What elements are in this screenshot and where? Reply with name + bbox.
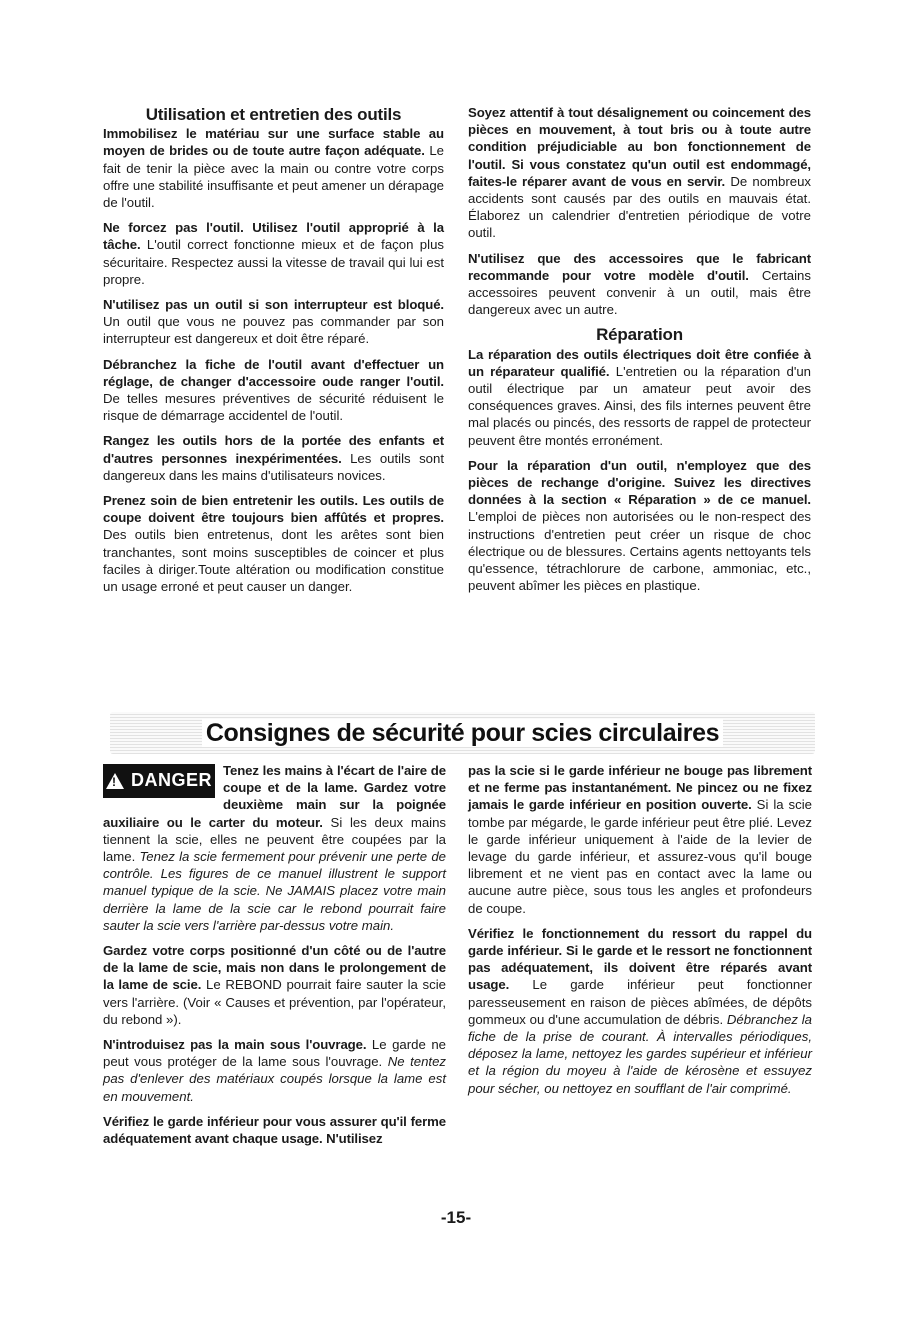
warning-triangle-icon bbox=[106, 773, 124, 789]
bold-text: pas la scie si le garde inférieur ne bouge pas librement et ne ferme pas instantanément. Ne pincez ou ne fixez jamais le garde inférieur en position ouverte. bbox=[468, 763, 812, 813]
bold-text: Vérifiez le garde inférieur pour vous assurer qu'il ferme adéquatement avant chaque usage. N'utilisez bbox=[103, 1113, 446, 1147]
danger-label bbox=[103, 764, 215, 798]
body-text: L'entretien ou la réparation d'un outil électrique par un amateur peut avoir des conséquences graves. Ainsi, des fils internes peuvent être mal placés ou pincés, des ressorts de rappel de protecteur peuvent être montés erronément. bbox=[468, 363, 812, 448]
paragraph bbox=[103, 1036, 446, 1105]
bold-text: La réparation des outils électriques doit être confiée à un réparateur qualifié. bbox=[468, 346, 811, 379]
body-text: Le fait de tenir la pièce avec la main ou contre votre corps offre une stabilité insuffisante et peut amener un dérapage de l'outil. bbox=[103, 143, 444, 211]
paragraph bbox=[468, 346, 811, 449]
paragraph bbox=[103, 1113, 446, 1147]
paragraph bbox=[103, 492, 444, 595]
bold-text: Prenez soin de bien entretenir les outils. Les outils de coupe doivent être toujours bien affûtés et propres. bbox=[103, 493, 444, 526]
paragraph bbox=[468, 104, 811, 242]
bold-text: Ne forcez pas l'outil. Utilisez l'outil approprié à la tâche. bbox=[103, 220, 444, 253]
paragraph bbox=[103, 762, 446, 934]
italic-text: Tenez la scie fermement pour prévenir une perte de contrôle. Les figures de ce manuel illustrent le support manuel typique de la scie. Ne JAMAIS placez votre main derrière la lame de la scie car le rebond pourrait faire sauter la scie vers l'arrière par-dessus votre main. bbox=[103, 849, 446, 933]
section-title-repair: Réparation bbox=[596, 325, 683, 345]
paragraph bbox=[468, 762, 812, 917]
bold-text: Tenez les mains à l'écart de l'aire de coupe et de la lame. Gardez votre deuxième main sur la poignée auxiliaire ou le carter du moteur. bbox=[103, 763, 446, 830]
paragraph bbox=[468, 250, 811, 319]
column-repair bbox=[468, 104, 811, 602]
body-text: L'outil correct fonctionne mieux et de façon plus sécuritaire. Respectez aussi la vitesse de travail qui lui est propre. bbox=[103, 237, 444, 287]
paragraph bbox=[468, 457, 811, 595]
section-banner bbox=[110, 712, 815, 754]
body-text: L'emploi de pièces non autorisées ou le non-respect des instructions d'entretien peut créer un risque de choc électrique ou de blessures. Certains agents nettoyants tels qu'essence, tétrachlorure de carbone, ammoniac, etc., peuvent abîmer les pièces en plastique. bbox=[468, 509, 811, 594]
body-text: Si les deux mains tiennent la scie, elles ne peuvent être coupées par la lame. bbox=[103, 814, 447, 865]
bold-text: N'introduisez pas la main sous l'ouvrage. bbox=[103, 1037, 367, 1053]
bold-text: Débranchez la fiche de l'outil avant d'effectuer un réglage, de changer d'accessoire oude ranger l'outil. bbox=[103, 356, 444, 389]
italic-text: Ne tentez pas d'enlever des matériaux coupés lorsque la lame est en mouvement. bbox=[103, 1054, 446, 1104]
paragraph bbox=[103, 219, 444, 288]
bold-text: N'utilisez que des accessoires que le fabricant recommande pour votre modèle d'outil. bbox=[468, 250, 811, 283]
danger-text: DANGER bbox=[130, 770, 212, 791]
paragraph bbox=[103, 432, 444, 484]
body-text: Les outils sont dangereux dans les mains d'utilisateurs novices. bbox=[103, 450, 444, 483]
body-text: Si la scie tombe par mégarde, le garde inférieur peut être plié. Levez le garde inférieur uniquement à l'aide de la levier de levage du garde inférieur, et assurez-vous qu'il bouge librement et ne vient pas en contact avec la lame ou aucune autre pièce, sous tous les angles et profondeurs de coupe. bbox=[468, 797, 812, 916]
body-text: De nombreux accidents sont causés par des outils en mauvais état. Élaborez un calendrier d'entretien périodique de votre outil. bbox=[468, 173, 812, 241]
paragraph bbox=[103, 356, 444, 425]
paragraph bbox=[103, 125, 444, 211]
column-tool-use bbox=[103, 106, 444, 603]
column-circular-saw-right bbox=[468, 762, 812, 1105]
body-text: De telles mesures préventives de sécurité réduisent le risque de démarrage accidentel de l'outil. bbox=[103, 391, 444, 424]
section-title-tool-use: Utilisation et entretien des outils bbox=[145, 105, 402, 124]
banner-title: Consignes de sécurité pour scies circulaires bbox=[202, 719, 723, 747]
bold-text: Rangez les outils hors de la portée des enfants et d'autres personnes inexpérimentées. bbox=[103, 433, 444, 466]
column-circular-saw-left bbox=[103, 762, 446, 1155]
body-text: Le REBOND pourrait faire sauter la scie vers l'arrière. (Voir « Causes et prévention, par l'opérateur, du rebond »). bbox=[103, 977, 446, 1027]
bold-text: Vérifiez le fonctionnement du ressort du rappel du garde inférieur. Si le garde et le ressort ne fonctionnent pas adéquatement, ils doivent être réparés avant usage. bbox=[468, 925, 812, 993]
bold-text: Gardez votre corps positionné d'un côté ou de l'autre de la lame de scie, mais non dans le prolongement de la lame de scie. bbox=[103, 943, 446, 993]
body-text: Certains accessoires peuvent convenir à un outil, mais être dangereux avec un autre. bbox=[468, 267, 811, 318]
body-text: Le garde ne peut vous protéger de la lame sous l'ouvrage. bbox=[103, 1037, 446, 1070]
page-number: -15- bbox=[440, 1208, 472, 1227]
italic-text: Débranchez la fiche de la prise de courant. À intervalles périodiques, déposez la lame, nettoyez les gardes supérieur et inférieur et la région du moyeu à l'aide de kérosène et essuyez pour sécher, ou nettoyez en soufflant de l'air comprimé. bbox=[468, 1011, 812, 1096]
paragraph bbox=[103, 296, 444, 348]
paragraph bbox=[103, 942, 446, 1028]
body-text: Le garde inférieur peut fonctionner paresseusement en raison de pièces abîmées, de dépôts gommeux ou d'une accumulation de débris. bbox=[468, 977, 812, 1027]
bold-text: N'utilisez pas un outil si son interrupteur est bloqué. bbox=[103, 297, 444, 313]
bold-text: Immobilisez le matériau sur une surface stable au moyen de brides ou de toute autre façon adéquate. bbox=[103, 126, 444, 159]
body-text: Un outil que vous ne pouvez pas commander par son interrupteur est dangereux et doit être réparé. bbox=[103, 314, 444, 347]
body-text: Des outils bien entretenus, dont les arêtes sont bien tranchantes, sont moins susceptibles de coincer et plus faciles à diriger.Toute altération ou modification constitue un usage erroné et peut causer un danger. bbox=[103, 527, 444, 595]
paragraph bbox=[468, 925, 812, 1097]
bold-text: Soyez attentif à tout désalignement ou coincement des pièces en mouvement, à tout bris ou à toute autre condition préjudiciable au bon fonctionnement de l'outil. Si vous constatez qu'un outil est endommagé, faites-le réparer avant de vous en servir. bbox=[468, 105, 811, 189]
bold-text: Pour la réparation d'un outil, n'employez que des pièces de rechange d'origine. Suivez les directives données à la section « Réparation » de ce manuel. bbox=[468, 457, 811, 508]
banner-title-wrap bbox=[110, 712, 815, 754]
